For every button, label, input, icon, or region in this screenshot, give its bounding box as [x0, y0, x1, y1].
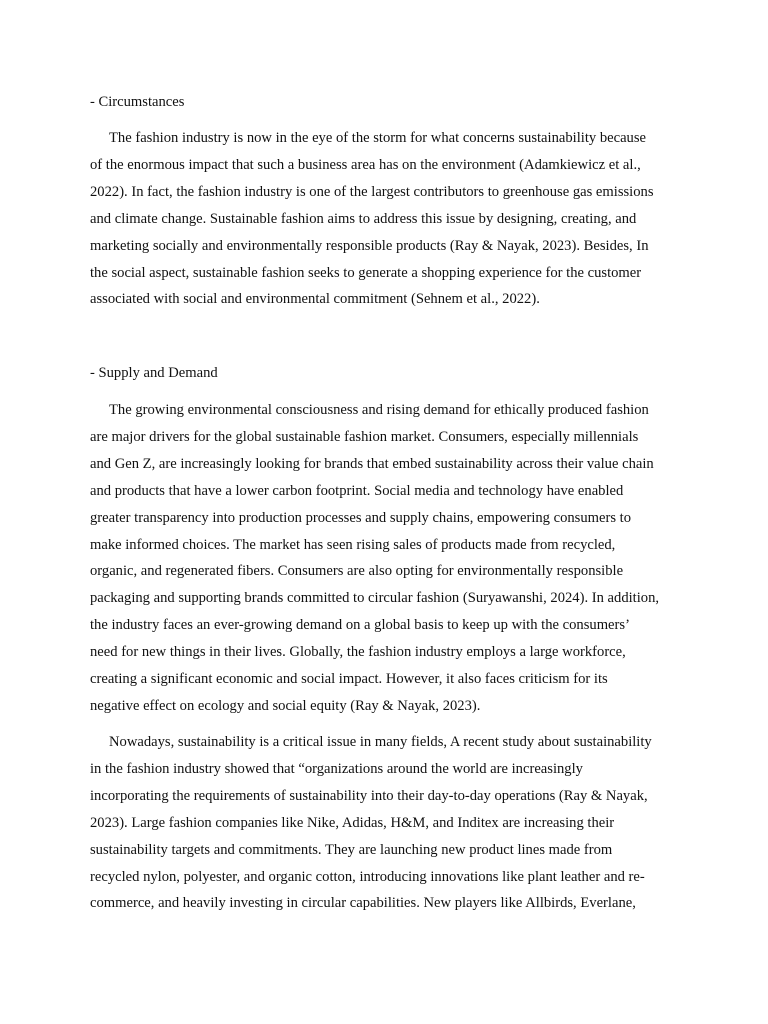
paragraph-supply-demand-1 [90, 397, 680, 720]
paragraph-line: The growing environmental consciousness and rising demand for ethically produced fashion [109, 402, 649, 418]
paragraph-line: incorporating the requirements of sustainability into their day-to-day operations (Ray & Nayak, [90, 787, 648, 804]
paragraph-line: of the enormous impact that such a business area has on the environment (Adamkiewicz et al., [90, 156, 641, 173]
paragraph-line: greater transparency into production processes and supply chains, empowering consumers to [90, 509, 632, 526]
paragraph-line: associated with social and environmental commitment (Sehnem et al., 2022). [90, 291, 540, 308]
paragraph-circumstances [90, 125, 680, 313]
paragraph-line: negative effect on ecology and social equity (Ray & Nayak, 2023). [90, 697, 481, 714]
section-heading-circumstances: - Circumstances [90, 94, 185, 110]
paragraph-line: the industry faces an ever-growing demand on a global basis to keep up with the consumers’ [90, 617, 630, 634]
paragraph-line: and climate change. Sustainable fashion aims to address this issue by designing, creating, and [90, 210, 637, 227]
paragraph-line: sustainability targets and commitments. They are launching new product lines made from [90, 841, 613, 858]
paragraph-line: and Gen Z, are increasingly looking for brands that embed sustainability across their value chain [90, 455, 654, 472]
paragraph-line: are major drivers for the global sustainable fashion market. Consumers, especially millennials [90, 428, 639, 445]
paragraph-supply-demand-2 [90, 729, 680, 917]
paragraph-line: need for new things in their lives. Globally, the fashion industry employs a large workforce, [90, 644, 626, 661]
paragraph-line: marketing socially and environmentally responsible products (Ray & Nayak, 2023). Besides, In [90, 237, 649, 254]
paragraph-line: creating a significant economic and social impact. However, it also faces criticism for its [90, 671, 608, 688]
paragraph-line: 2022). In fact, the fashion industry is one of the largest contributors to greenhouse gas emissions [90, 183, 654, 200]
paragraph-line: Nowadays, sustainability is a critical issue in many fields, A recent study about sustainability [109, 734, 652, 750]
paragraph-line: the social aspect, sustainable fashion seeks to generate a shopping experience for the customer [90, 264, 642, 281]
paragraph-line: commerce, and heavily investing in circular capabilities. New players like Allbirds, Everlane, [90, 895, 636, 912]
paragraph-line: organic, and regenerated fibers. Consumers are also opting for environmentally responsible [90, 563, 624, 580]
paragraph-line: and products that have a lower carbon footprint. Social media and technology have enabled [90, 482, 624, 499]
paragraph-line: 2023). Large fashion companies like Nike, Adidas, H&M, and Inditex are increasing their [90, 814, 615, 831]
paragraph-line: packaging and supporting brands committed to circular fashion (Suryawanshi, 2024). In addition, [90, 590, 660, 607]
paragraph-line: make informed choices. The market has seen rising sales of products made from recycled, [90, 536, 616, 553]
paragraph-line: recycled nylon, polyester, and organic cotton, introducing innovations like plant leather and re- [90, 868, 645, 885]
paragraph-line: in the fashion industry showed that “organizations around the world are increasingly [90, 760, 583, 777]
section-heading-supply-and-demand: - Supply and Demand [90, 365, 218, 381]
paragraph-line: The fashion industry is now in the eye of the storm for what concerns sustainability because [109, 130, 646, 146]
